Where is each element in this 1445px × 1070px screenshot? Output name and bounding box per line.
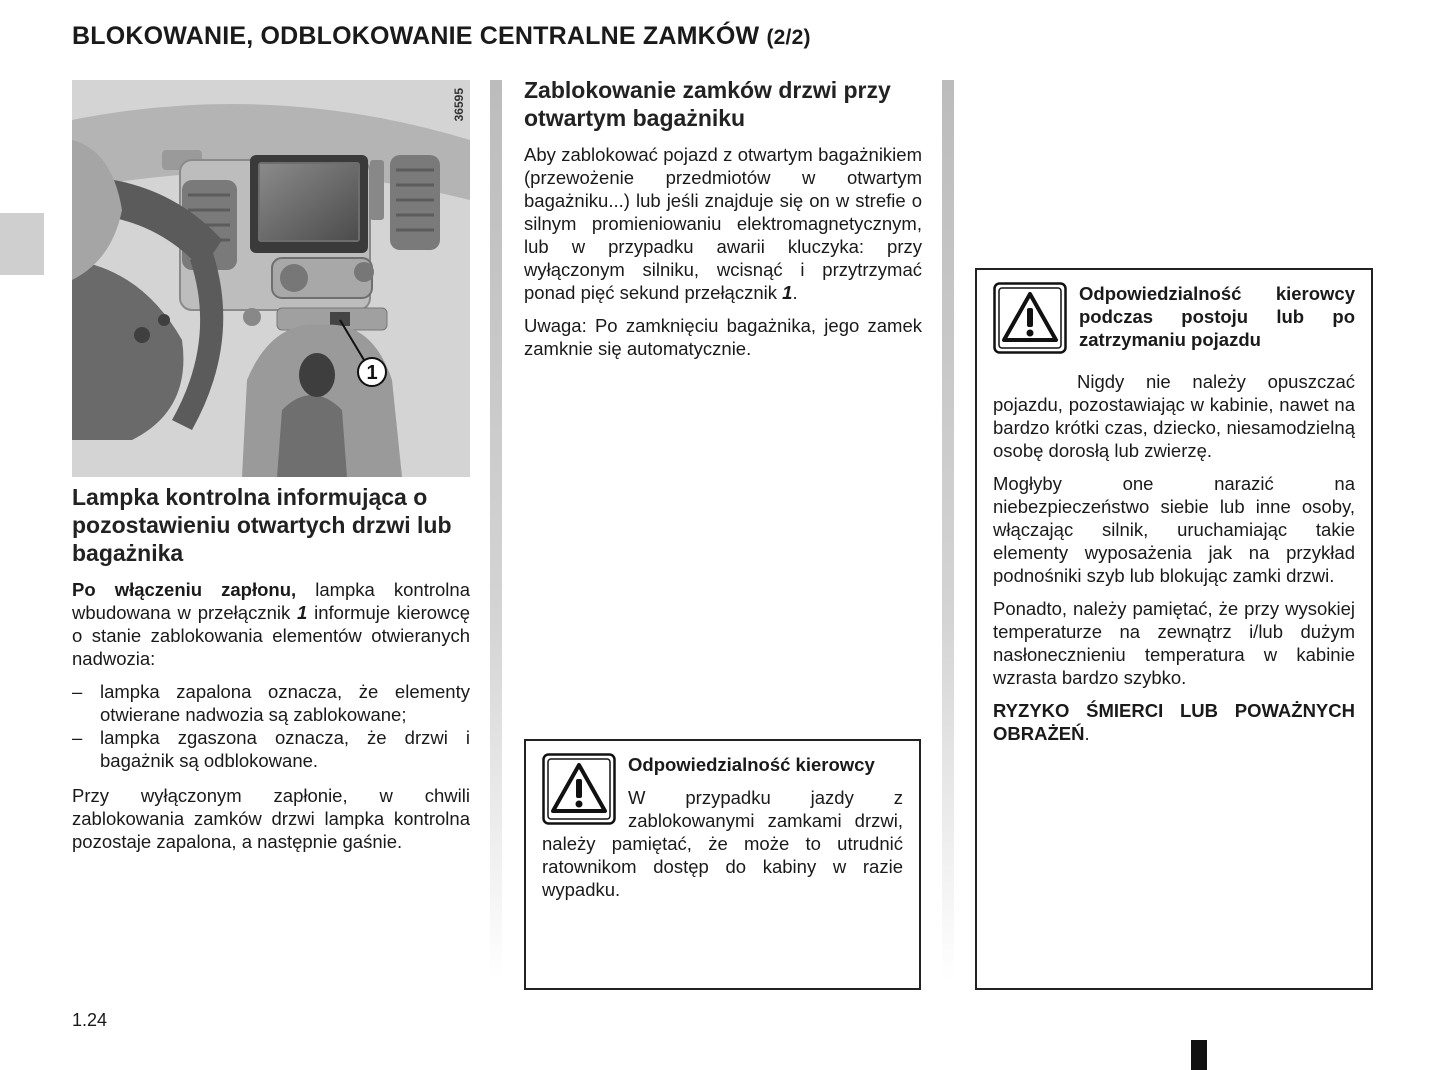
left-p1-text-a: lampka kontrolna wbudowana w przełącznik	[72, 579, 470, 623]
figure-callout-label: 1	[366, 362, 378, 384]
middle-paragraph-1	[524, 143, 922, 304]
list-item: – lampka zgaszona oznacza, że drzwi i bagażnik są odblokowane.	[72, 726, 470, 772]
warning-right-p4-bold: RYZYKO ŚMIERCI LUB POWAŻNYCH OBRAŻEŃ	[993, 700, 1355, 744]
chapter-side-tab	[0, 213, 44, 275]
left-p1-text-b: informuje kierowcę o stanie zablokowania elementów otwieranych nadwozia:	[72, 602, 470, 669]
middle-section-body	[524, 143, 922, 370]
warning-middle-title: Odpowiedzialność kierowcy	[628, 754, 875, 775]
warning-right-paragraph-1: Nigdy nie należy opuszczać pojazdu, pozostawiając w kabinie, nawet na bardzo krótki czas, dziecko, niesamodzielną osobę dorosłą lub zwierzę.	[993, 371, 1355, 461]
page-title	[72, 22, 811, 51]
dashboard-illustration	[72, 80, 470, 477]
left-section-body	[72, 578, 470, 863]
left-list	[72, 680, 470, 772]
left-paragraph-2: Przy wyłączonym zapłonie, w chwili zablokowania zamków drzwi lampka kontrolna pozostaje zapalona, a następnie gaśnie.	[72, 785, 470, 852]
mid-p1-ref: 1	[782, 282, 793, 303]
warning-box-driver-responsibility	[524, 739, 921, 990]
dashboard-drawing	[72, 80, 470, 477]
figure-number: 36595	[452, 88, 466, 122]
page-title-suffix: (2/2)	[766, 26, 811, 49]
page-title-text: BLOKOWANIE, ODBLOKOWANIE CENTRALNE ZAMKÓW	[72, 22, 760, 50]
left-paragraph-1	[72, 578, 470, 670]
mid-p1-text: Aby zablokować pojazd z otwartym bagażnikiem (przewożenie przedmiotów w otwartym bagażniku...) lub jeśli znajduje się on w strefie o silnym promieniowaniu elektromagnetycznym, lub w przypadku awarii kluczyka: przy wyłączonym silniku, wcisnąć i przytrzymać ponad pięć sekund przełącznik	[524, 144, 922, 303]
warning-triangle-icon	[993, 282, 1067, 354]
warning-right-p2-line1: Mogłyby one narazić na	[993, 473, 1355, 494]
left-p1-ref: 1	[297, 602, 308, 623]
middle-paragraph-2: Uwaga: Po zamknięciu bagażnika, jego zamek zamknie się automatycznie.	[524, 315, 922, 359]
left-p1-bold: Po włączeniu zapłonu,	[72, 579, 297, 600]
warning-right-paragraph-3: Ponadto, należy pamiętać, że przy wysokiej temperaturze na zewnątrz i/lub dużym nasłonecznieniu temperatura w kabinie wzrasta bardzo szybko.	[993, 598, 1355, 688]
mid-p1-end: .	[792, 282, 798, 303]
middle-section-title: Zablokowanie zamków drzwi przy otwartym bagażniku	[524, 77, 891, 131]
column-divider-right	[942, 80, 954, 980]
page-edge-marker	[1191, 1040, 1207, 1070]
left-section-title: Lampka kontrolna informująca o pozostawieniu otwartych drzwi lub bagażnika	[72, 484, 452, 566]
warning-right-paragraph-4	[993, 699, 1355, 745]
warning-right-p4-end: .	[1084, 723, 1090, 744]
warning-middle-text: W przypadku jazdy z zablokowanymi zamkami drzwi, należy pamiętać, że może to utrudnić ratownikom dostęp do kabiny w razie wypadku.	[542, 787, 903, 900]
warning-triangle-icon	[542, 753, 616, 825]
column-divider-left	[490, 80, 502, 980]
warning-right-title: Odpowiedzialność kierowcy podczas postoju lub po zatrzymaniu pojazdu	[1079, 283, 1355, 350]
warning-right-paragraph-2	[993, 472, 1355, 587]
warning-right-p2-rest: niebezpieczeństwo siebie lub inne osoby, włączając silnik, uruchamiając takie elementy wyposażenia jak na przykład podnośniki szyb lub blokując zamki drzwi.	[993, 496, 1355, 586]
page-number: 1.24	[72, 1010, 108, 1030]
warning-box-parking-responsibility	[975, 268, 1373, 990]
list-item: – lampka zapalona oznacza, że elementy otwierane nadwozia są zablokowane;	[72, 680, 470, 726]
